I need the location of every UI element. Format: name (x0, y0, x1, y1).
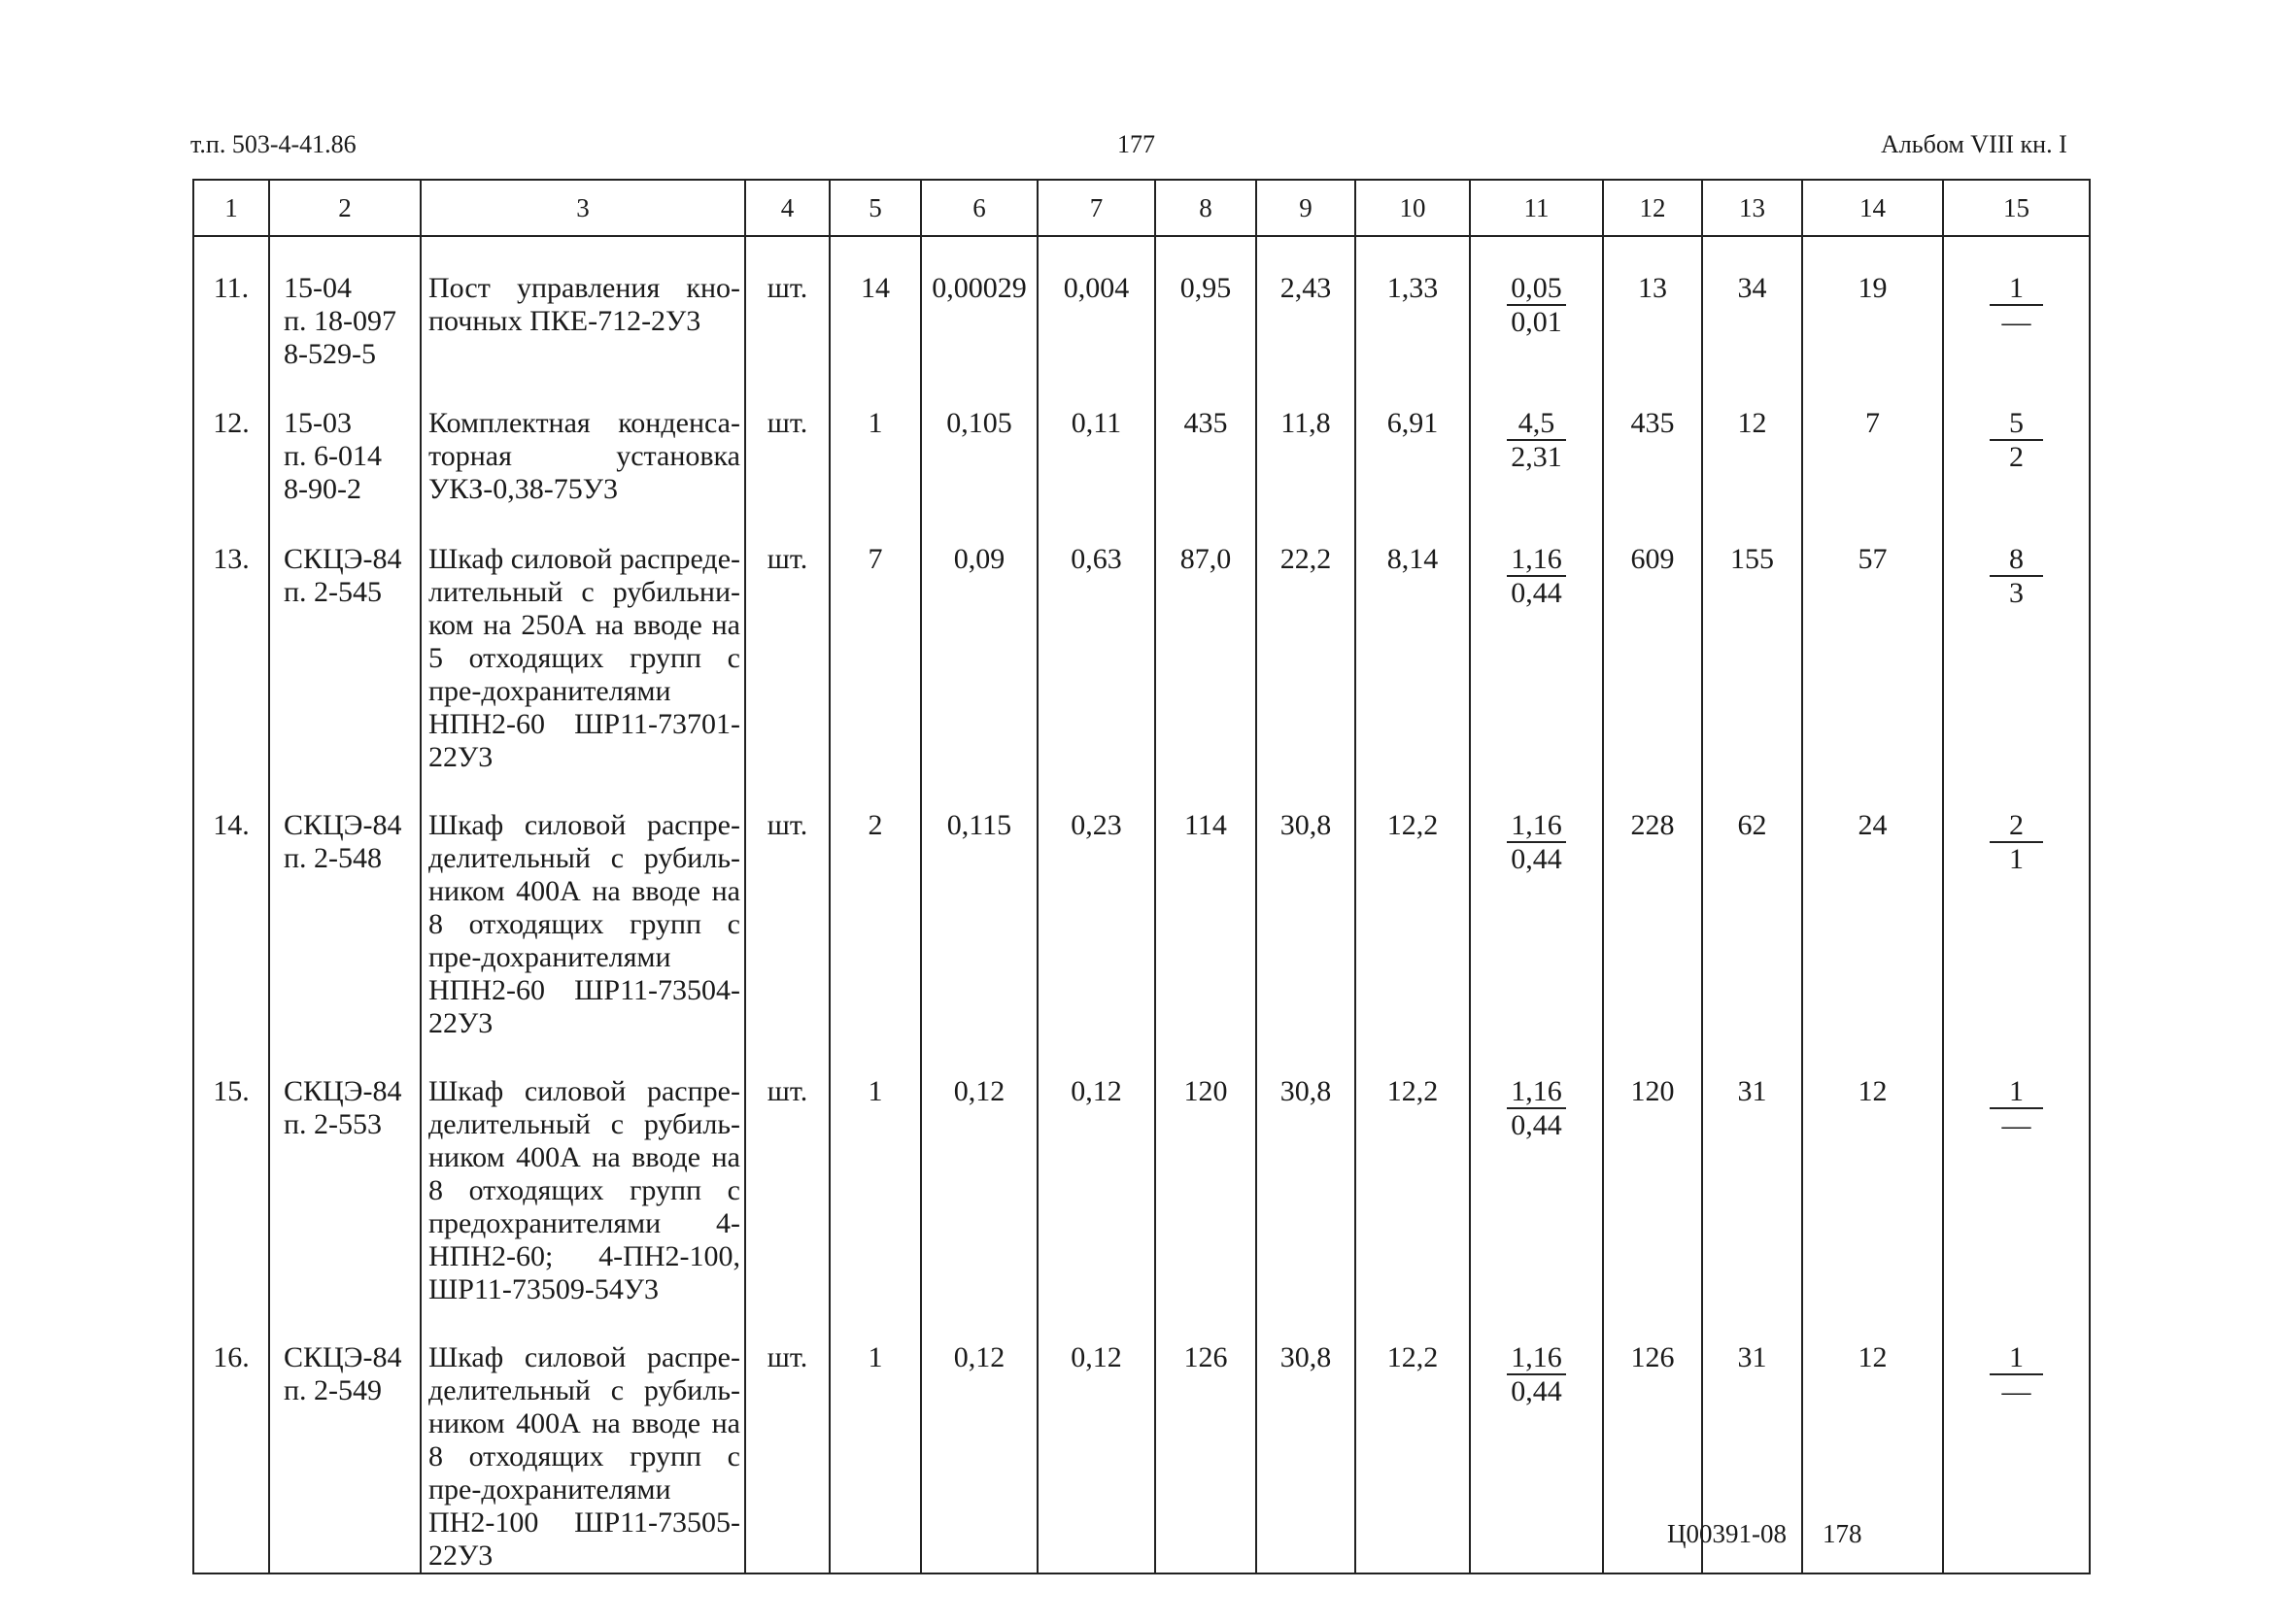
row-col-7: 0,11 (1038, 372, 1155, 508)
code-line: 8-529-5 (284, 338, 376, 370)
fraction (1507, 543, 1566, 609)
row-name: Пост управления кно-почных ПКЕ-712-2У3 (421, 236, 745, 372)
row-col-8: 114 (1155, 774, 1256, 1040)
code-line: п. 2-549 (284, 1374, 383, 1406)
row-col-10: 6,91 (1355, 372, 1470, 508)
row-col-15 (1943, 372, 2090, 508)
row-name: Шкаф силовой распреде-лительный с рубильни-ком на 250А на вводе на 5 отходящих групп с пре-дохранителями НПН2-60 ШР11-73701-22У3 (421, 508, 745, 774)
fraction-denominator: 0,44 (1511, 843, 1562, 875)
row-col-7: 0,23 (1038, 774, 1155, 1040)
fraction-denominator: 0,01 (1511, 306, 1562, 338)
row-code (269, 1040, 421, 1306)
row-unit: шт. (745, 1040, 830, 1306)
row-col-13: 31 (1702, 1040, 1802, 1306)
row-col-11 (1470, 236, 1603, 372)
fraction-numerator: 4,5 (1507, 407, 1566, 441)
code-line: СКЦЭ-84 (284, 809, 402, 841)
row-col-8: 0,95 (1155, 236, 1256, 372)
code-line: 8-90-2 (284, 473, 361, 505)
table-row (193, 1040, 2090, 1306)
column-header: 8 (1155, 180, 1256, 236)
row-col-8: 435 (1155, 372, 1256, 508)
row-col-15 (1943, 1306, 2090, 1573)
row-col-13: 62 (1702, 774, 1802, 1040)
row-col-9: 22,2 (1256, 508, 1355, 774)
row-code (269, 1306, 421, 1573)
row-code (269, 372, 421, 508)
fraction-numerator: 8 (1990, 543, 2043, 577)
row-col-6: 0,00029 (921, 236, 1038, 372)
row-col-12: 609 (1603, 508, 1702, 774)
fraction-numerator: 1 (1990, 272, 2043, 306)
specification-table (192, 179, 2091, 1574)
column-number-row (193, 180, 2090, 236)
row-number: 12. (193, 372, 269, 508)
column-header: 2 (269, 180, 421, 236)
row-code (269, 508, 421, 774)
row-quantity: 1 (830, 1306, 921, 1573)
fraction-denominator: — (2001, 1109, 2031, 1141)
row-col-13: 31 (1702, 1306, 1802, 1573)
fraction (1507, 272, 1566, 338)
row-col-13: 34 (1702, 236, 1802, 372)
row-col-6: 0,12 (921, 1040, 1038, 1306)
row-col-7: 0,63 (1038, 508, 1155, 774)
row-col-9: 30,8 (1256, 1040, 1355, 1306)
row-col-12: 435 (1603, 372, 1702, 508)
fraction-denominator: 0,44 (1511, 577, 1562, 609)
row-unit: шт. (745, 1306, 830, 1573)
fraction (1507, 809, 1566, 875)
row-col-9: 30,8 (1256, 774, 1355, 1040)
code-line: п. 2-553 (284, 1108, 383, 1140)
row-code (269, 774, 421, 1040)
fraction-numerator: 1,16 (1507, 1075, 1566, 1109)
row-col-8: 87,0 (1155, 508, 1256, 774)
row-code (269, 236, 421, 372)
column-header: 12 (1603, 180, 1702, 236)
fraction-numerator: 1 (1990, 1341, 2043, 1375)
fraction-denominator: 2,31 (1511, 441, 1562, 473)
fraction-denominator: 2 (2009, 441, 2024, 473)
fraction-denominator: 3 (2009, 577, 2024, 609)
row-col-10: 12,2 (1355, 774, 1470, 1040)
row-name: Шкаф силовой распре-делительный с рубиль-ником 400А на вводе на 8 отходящих групп с предохранителями 4-НПН2-60; 4-ПН2-100, ШР11-73509-54У3 (421, 1040, 745, 1306)
column-header: 4 (745, 180, 830, 236)
column-header: 13 (1702, 180, 1802, 236)
row-col-8: 120 (1155, 1040, 1256, 1306)
row-name: Комплектная конденса-торная установка УКЗ-0,38-75У3 (421, 372, 745, 508)
fraction-numerator: 0,05 (1507, 272, 1566, 306)
row-number: 16. (193, 1306, 269, 1573)
row-col-13: 155 (1702, 508, 1802, 774)
fraction (1507, 1341, 1566, 1407)
column-header: 7 (1038, 180, 1155, 236)
row-col-9: 30,8 (1256, 1306, 1355, 1573)
fraction (1507, 1075, 1566, 1141)
row-col-11 (1470, 508, 1603, 774)
row-col-11 (1470, 774, 1603, 1040)
row-unit: шт. (745, 508, 830, 774)
column-header: 11 (1470, 180, 1603, 236)
row-col-10: 12,2 (1355, 1040, 1470, 1306)
fraction-denominator: 1 (2009, 843, 2024, 875)
row-col-13: 12 (1702, 372, 1802, 508)
row-name: Шкаф силовой распре-делительный с рубиль-ником 400А на вводе на 8 отходящих групп с пре-дохранителями ПН2-100 ШР11-73505-22У3 (421, 1306, 745, 1573)
fraction-numerator: 1,16 (1507, 809, 1566, 843)
fraction-denominator: 0,44 (1511, 1375, 1562, 1407)
column-header: 14 (1802, 180, 1943, 236)
row-quantity: 1 (830, 1040, 921, 1306)
row-col-14: 24 (1802, 774, 1943, 1040)
row-col-7: 0,004 (1038, 236, 1155, 372)
table-row (193, 1306, 2090, 1573)
row-col-6: 0,105 (921, 372, 1038, 508)
code-line: п. 2-548 (284, 842, 383, 874)
row-col-12: 126 (1603, 1306, 1702, 1573)
row-col-9: 11,8 (1256, 372, 1355, 508)
footer-code: Ц00391-08 (1667, 1519, 1787, 1548)
row-col-8: 126 (1155, 1306, 1256, 1573)
column-header: 5 (830, 180, 921, 236)
header-album: Альбом VIII кн. I (1881, 130, 2067, 158)
row-col-7: 0,12 (1038, 1306, 1155, 1573)
column-header: 9 (1256, 180, 1355, 236)
code-line: 15-04 (284, 272, 352, 304)
row-quantity: 2 (830, 774, 921, 1040)
row-col-11 (1470, 1306, 1603, 1573)
row-col-12: 13 (1603, 236, 1702, 372)
column-header: 3 (421, 180, 745, 236)
row-col-12: 228 (1603, 774, 1702, 1040)
column-header: 6 (921, 180, 1038, 236)
row-col-10: 8,14 (1355, 508, 1470, 774)
table-row (193, 774, 2090, 1040)
fraction-numerator: 2 (1990, 809, 2043, 843)
row-col-6: 0,09 (921, 508, 1038, 774)
row-col-6: 0,12 (921, 1306, 1038, 1573)
row-unit: шт. (745, 372, 830, 508)
row-col-14: 7 (1802, 372, 1943, 508)
table-row (193, 508, 2090, 774)
fraction-numerator: 5 (1990, 407, 2043, 441)
row-col-15 (1943, 236, 2090, 372)
row-number: 13. (193, 508, 269, 774)
row-unit: шт. (745, 774, 830, 1040)
row-number: 15. (193, 1040, 269, 1306)
row-col-14: 12 (1802, 1040, 1943, 1306)
fraction (1990, 543, 2043, 609)
row-col-12: 120 (1603, 1040, 1702, 1306)
row-col-11 (1470, 372, 1603, 508)
code-line: СКЦЭ-84 (284, 1075, 402, 1107)
row-col-14: 12 (1802, 1306, 1943, 1573)
column-header: 1 (193, 180, 269, 236)
row-col-15 (1943, 1040, 2090, 1306)
row-col-10: 12,2 (1355, 1306, 1470, 1573)
row-quantity: 1 (830, 372, 921, 508)
table-row (193, 372, 2090, 508)
column-header: 15 (1943, 180, 2090, 236)
header-doc-number: т.п. 503-4-41.86 (190, 130, 357, 158)
code-line: п. 18-097 (284, 305, 397, 337)
code-line: п. 6-014 (284, 440, 383, 472)
column-header: 10 (1355, 180, 1470, 236)
fraction-numerator: 1,16 (1507, 543, 1566, 577)
row-number: 11. (193, 236, 269, 372)
table-body (193, 236, 2090, 1573)
row-col-6: 0,115 (921, 774, 1038, 1040)
footer-page-number: 178 (1823, 1519, 1862, 1548)
fraction (1990, 1341, 2043, 1407)
fraction-denominator: — (2001, 1375, 2031, 1407)
row-col-7: 0,12 (1038, 1040, 1155, 1306)
table-row (193, 236, 2090, 372)
code-line: п. 2-545 (284, 576, 383, 608)
code-line: СКЦЭ-84 (284, 543, 402, 575)
header-page-number: 177 (1117, 130, 1155, 158)
row-col-15 (1943, 508, 2090, 774)
row-col-14: 57 (1802, 508, 1943, 774)
fraction (1990, 407, 2043, 473)
fraction-numerator: 1,16 (1507, 1341, 1566, 1375)
fraction-numerator: 1 (1990, 1075, 2043, 1109)
row-quantity: 7 (830, 508, 921, 774)
row-name: Шкаф силовой распре-делительный с рубиль-ником 400А на вводе на 8 отходящих групп с пре-дохранителями НПН2-60 ШР11-73504-22У3 (421, 774, 745, 1040)
row-col-10: 1,33 (1355, 236, 1470, 372)
row-col-11 (1470, 1040, 1603, 1306)
row-col-9: 2,43 (1256, 236, 1355, 372)
row-number: 14. (193, 774, 269, 1040)
fraction (1507, 407, 1566, 473)
fraction (1990, 809, 2043, 875)
fraction-denominator: 0,44 (1511, 1109, 1562, 1141)
row-quantity: 14 (830, 236, 921, 372)
row-col-15 (1943, 774, 2090, 1040)
row-col-14: 19 (1802, 236, 1943, 372)
code-line: 15-03 (284, 407, 352, 439)
code-line: СКЦЭ-84 (284, 1341, 402, 1373)
row-unit: шт. (745, 236, 830, 372)
fraction (1990, 272, 2043, 338)
fraction-denominator: — (2001, 306, 2031, 338)
fraction (1990, 1075, 2043, 1141)
